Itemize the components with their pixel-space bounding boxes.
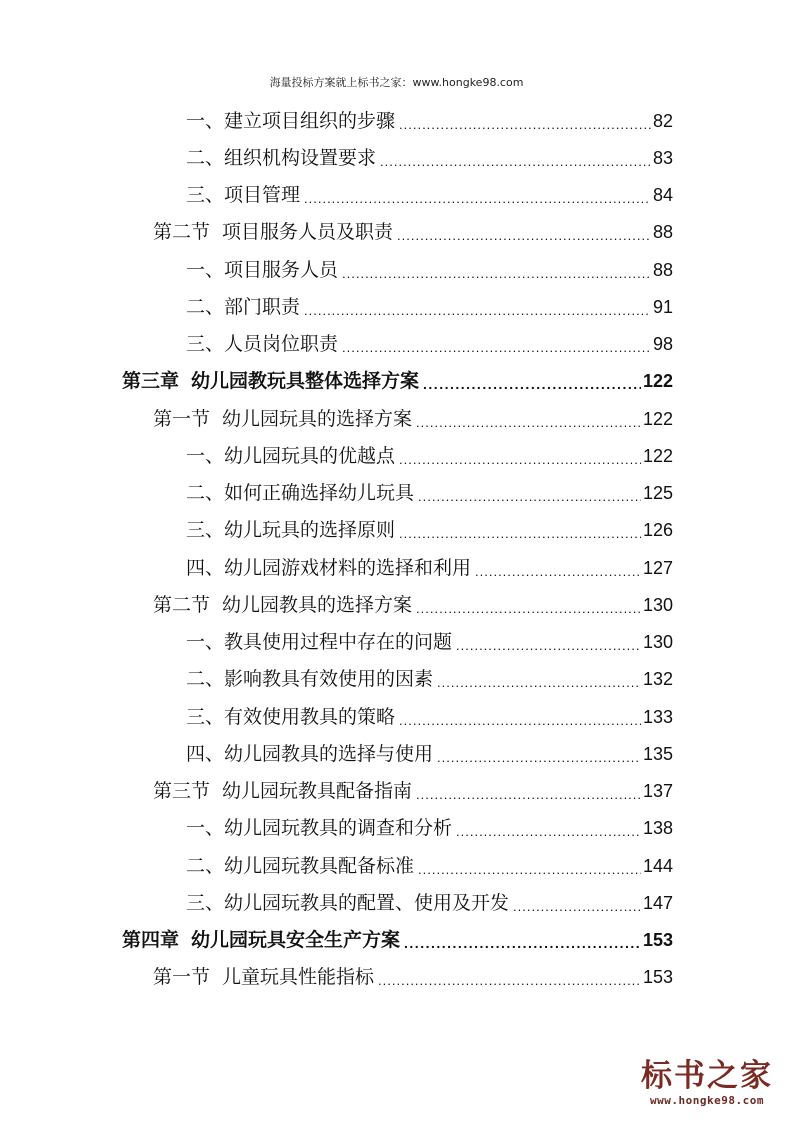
toc-entry-label — [186, 556, 471, 580]
toc-chapter-entry[interactable] — [122, 922, 673, 959]
toc-entry-label — [186, 258, 338, 282]
toc-subsection-entry[interactable] — [186, 698, 673, 735]
toc-entry-title: 项目服务人员及职责 — [222, 221, 394, 244]
toc-entry-title: 幼儿园玩教具配备指南 — [222, 780, 413, 802]
toc-page-number: 138 — [642, 818, 673, 839]
toc-page-number: 122 — [642, 408, 673, 429]
toc-entry-label — [186, 705, 395, 729]
toc-page-number: 153 — [642, 930, 673, 950]
toc-subsection-entry[interactable] — [186, 251, 673, 288]
toc-subsection-entry[interactable] — [186, 512, 673, 549]
toc-entry-label — [186, 891, 509, 915]
toc-subsection-entry[interactable] — [186, 177, 673, 214]
toc-entry-title: 三、项目管理 — [186, 184, 301, 206]
toc-page-number: 82 — [652, 110, 673, 131]
toc-chapter-entry[interactable] — [122, 363, 673, 400]
toc-entry-label — [153, 965, 374, 989]
toc-entry-number: 第二节 — [153, 221, 211, 244]
toc-entry-title: 二、如何正确选择幼儿玩具 — [186, 482, 415, 504]
toc-entry-title: 二、影响教具有效使用的因素 — [186, 668, 434, 691]
toc-dot-leader — [456, 630, 641, 654]
toc-entry-label — [122, 928, 400, 952]
toc-dot-leader — [416, 407, 641, 431]
toc-entry-title: 一、项目服务人员 — [186, 258, 339, 281]
toc-dot-leader — [404, 928, 641, 952]
toc-page-number: 133 — [642, 706, 673, 727]
toc-subsection-entry[interactable] — [186, 102, 673, 139]
toc-entry-label — [186, 742, 433, 766]
toc-page-number: 127 — [642, 557, 673, 578]
toc-entry-label — [186, 816, 452, 840]
toc-entry-title: 四、幼儿园教具的选择与使用 — [186, 742, 434, 765]
toc-dot-leader — [304, 295, 651, 319]
toc-dot-leader — [342, 332, 651, 356]
toc-page-number: 130 — [642, 632, 673, 652]
toc-entry-number: 第二节 — [153, 593, 211, 616]
toc-subsection-entry[interactable] — [186, 661, 673, 698]
toc-entry-title: 三、幼儿园玩教具的配置、使用及开发 — [186, 891, 510, 914]
toc-page-number: 91 — [652, 296, 673, 317]
toc-dot-leader — [397, 220, 651, 244]
toc-section-entry[interactable] — [153, 959, 673, 996]
toc-entry-title: 幼儿园教具的选择方案 — [222, 593, 413, 616]
toc-dot-leader — [456, 816, 641, 840]
toc-entry-label — [186, 295, 300, 319]
toc-entry-number: 第一节 — [153, 966, 211, 989]
toc-dot-leader — [378, 965, 641, 989]
toc-entry-label — [153, 407, 412, 431]
toc-dot-leader — [475, 556, 641, 580]
toc-dot-leader — [418, 481, 641, 505]
toc-entry-title: 儿童玩具性能指标 — [222, 966, 375, 989]
toc-dot-leader — [342, 258, 651, 282]
toc-page-number: 135 — [642, 743, 673, 764]
toc-page-number: 132 — [642, 669, 673, 690]
toc-dot-leader — [380, 146, 651, 170]
toc-subsection-entry[interactable] — [186, 288, 673, 325]
toc-dot-leader — [513, 891, 641, 915]
toc-dot-leader — [437, 742, 641, 766]
toc-entry-title: 幼儿园教玩具整体选择方案 — [191, 370, 420, 393]
toc-subsection-entry[interactable] — [186, 847, 673, 884]
toc-entry-number: 第三章 — [122, 370, 180, 393]
toc-entry-number: 第一节 — [153, 407, 211, 430]
toc-entry-label — [186, 481, 414, 505]
toc-subsection-entry[interactable] — [186, 139, 673, 176]
toc-entry-title: 幼儿园玩具的选择方案 — [222, 407, 413, 430]
toc-entry-label — [186, 854, 414, 878]
toc-page-number: 83 — [652, 147, 673, 168]
toc-subsection-entry[interactable] — [186, 624, 673, 661]
toc-dot-leader — [418, 854, 641, 878]
toc-subsection-entry[interactable] — [186, 326, 673, 363]
toc-entry-label — [153, 779, 412, 803]
toc-entry-title: 三、有效使用教具的策略 — [186, 705, 396, 728]
toc-dot-leader — [304, 183, 651, 207]
toc-entry-label — [122, 369, 419, 393]
toc-entry-label — [186, 444, 395, 468]
toc-entry-label — [186, 518, 395, 542]
toc-entry-title: 一、幼儿园玩具的优越点 — [186, 444, 396, 467]
toc-entry-title: 二、部门职责 — [186, 295, 301, 318]
toc-subsection-entry[interactable] — [186, 810, 673, 847]
toc-page-number: 125 — [642, 483, 673, 503]
toc-entry-number: 第四章 — [122, 929, 180, 951]
toc-section-entry[interactable] — [153, 586, 673, 623]
toc-dot-leader — [437, 667, 641, 691]
toc-page-number: 126 — [642, 520, 673, 541]
toc-entry-title: 三、人员岗位职责 — [186, 333, 339, 355]
toc-subsection-entry[interactable] — [186, 884, 673, 921]
toc-entry-label — [186, 146, 376, 170]
toc-subsection-entry[interactable] — [186, 549, 673, 586]
toc-page-number: 144 — [642, 855, 673, 876]
toc-section-entry[interactable] — [153, 214, 673, 251]
toc-page-number: 153 — [642, 967, 673, 988]
toc-entry-label — [153, 593, 412, 617]
toc-subsection-entry[interactable] — [186, 437, 673, 474]
toc-page-number: 88 — [652, 222, 673, 243]
toc-page-number: 84 — [652, 185, 673, 205]
toc-subsection-entry[interactable] — [186, 475, 673, 512]
toc-entry-title: 一、幼儿园玩教具的调查和分析 — [186, 817, 453, 840]
toc-page-number: 130 — [642, 594, 673, 615]
watermark-logo — [632, 1058, 782, 1108]
toc-entry-label — [186, 109, 395, 133]
toc-entry-label — [186, 332, 338, 356]
toc-dot-leader — [423, 369, 641, 393]
toc-dot-leader — [416, 779, 641, 803]
toc-section-entry[interactable] — [153, 400, 673, 437]
toc-page-number: 147 — [642, 892, 673, 913]
toc-entry-title: 二、幼儿园玩教具配备标准 — [186, 854, 415, 877]
toc-entry-number: 第三节 — [153, 780, 211, 802]
toc-entry-title: 幼儿园玩具安全生产方案 — [191, 929, 401, 951]
toc-entry-title: 一、教具使用过程中存在的问题 — [186, 631, 453, 653]
toc-page-number: 122 — [642, 445, 673, 466]
toc-dot-leader — [399, 109, 651, 133]
toc-subsection-entry[interactable] — [186, 735, 673, 772]
toc-dot-leader — [399, 705, 641, 729]
toc-entry-title: 一、建立项目组织的步骤 — [186, 109, 396, 132]
toc-entry-label — [186, 630, 452, 654]
toc-entry-title: 三、幼儿玩具的选择原则 — [186, 519, 396, 542]
watermark-title: 标书之家 — [641, 1058, 773, 1094]
toc-entry-title: 四、幼儿园游戏材料的选择和利用 — [186, 556, 472, 579]
toc-page-number: 122 — [642, 371, 673, 392]
toc-entry-label — [186, 667, 433, 691]
toc-entry-label — [186, 183, 300, 207]
toc-page-number: 98 — [652, 334, 673, 354]
watermark-url: www.hongke98.com — [650, 1094, 764, 1107]
toc-dot-leader — [416, 593, 641, 617]
toc-entry-title: 二、组织机构设置要求 — [186, 146, 377, 169]
toc-page-number: 137 — [642, 781, 673, 801]
toc-entry-label — [153, 220, 393, 244]
toc-dot-leader — [399, 444, 641, 468]
page-header: 海量投标方案就上标书之家：www.hongke98.com — [269, 76, 524, 89]
toc-page-number: 88 — [652, 259, 673, 280]
toc-section-entry[interactable] — [153, 773, 673, 810]
toc-dot-leader — [399, 518, 641, 542]
